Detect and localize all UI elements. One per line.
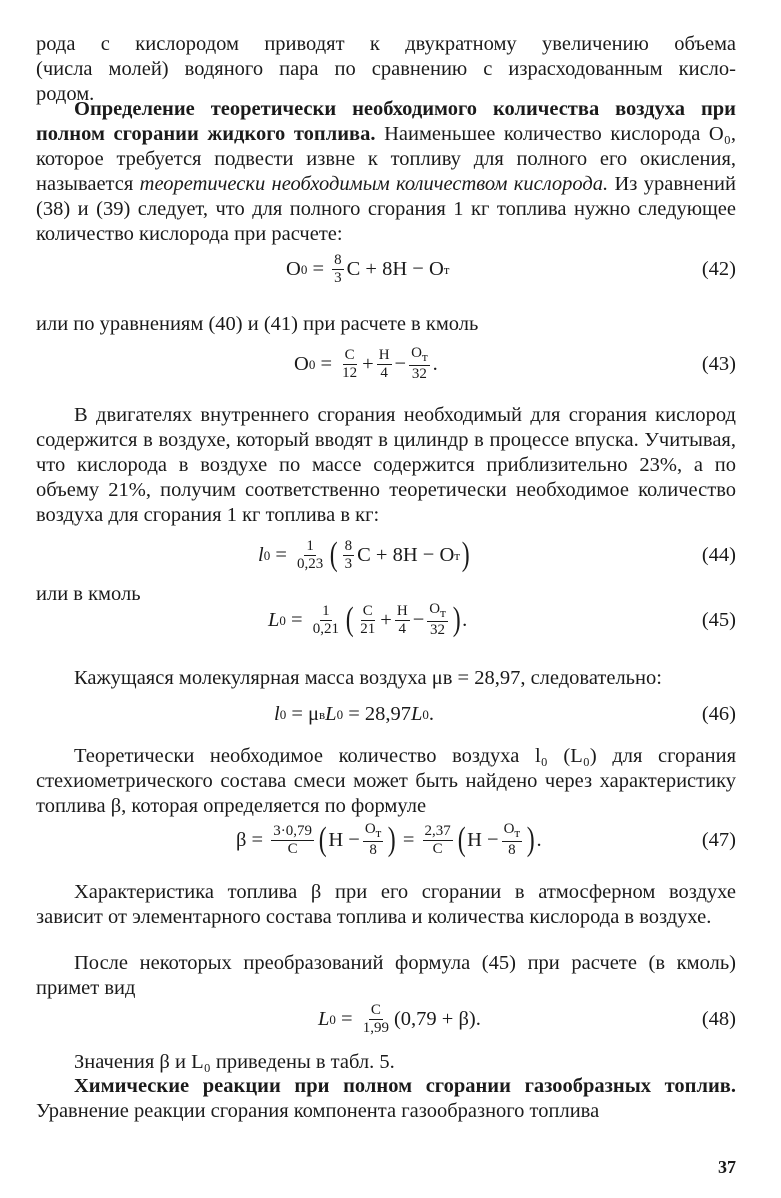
- paragraph-7: Теоретически необходимое количество воздуха l₀ (L₀) для сгорания стехиометрического состава смеси может быть найдено через характеристику топлива β, которая определяется по формуле: [36, 745, 736, 817]
- paragraph-2: Определение теоретически необходимого количества воздуха при полном сгорании жидкого топлива. Наименьшее количество кислорода O₀, которое требуется подвести извне к топливу для полного его окисления, называется теоретически необходимым количеством кислорода. Из уравнений (38) и (39) следует, что для полного сгорания 1 кг топлива нужно следующее количество кислорода при расчете:: [36, 98, 737, 245]
- line-3: родом.: [36, 83, 95, 105]
- section-heading: Химические реакции при полном сгорании газообразных топлив.: [74, 1075, 736, 1097]
- equation-47: β = $\frac{3\cdot 0,79}{C}$ ( H − $\frac{O_т}{8}$ ) = $\frac{2,37}{C}$ ( H − $\frac{O_т}{8}$ ) . (47): [236, 821, 736, 858]
- paragraph-8: Характеристика топлива β при его сгорании в атмосферном воздухе зависит от элементарного состава топлива и количества кислорода в воздухе.: [36, 881, 736, 928]
- equation-number: (42): [701, 257, 736, 280]
- equation-48: L 0 = $\frac{C}{1,99}$ (0,79 + β). (48): [318, 1001, 736, 1036]
- equation-number: (45): [701, 608, 736, 631]
- section-heading: Определение теоретически необходимого количества воздуха при полном сгорании жидкого топлива.: [36, 98, 736, 145]
- paragraph-6: Кажущаяся молекулярная масса воздуха μв = 28,97, следовательно:: [74, 667, 662, 689]
- equation-number: (48): [701, 1007, 736, 1030]
- equation-number: (46): [701, 702, 736, 725]
- paragraph-1: [36, 32, 736, 107]
- equation-number: (47): [701, 828, 736, 851]
- equation-42: O 0 = $\frac{8}{3}$ C + 8H − O т (42): [286, 251, 736, 286]
- paragraph-11: Химические реакции при полном сгорании газообразных топлив. Уравнение реакции сгорания компонента газообразного топлива: [36, 1075, 736, 1122]
- equation-number: (43): [701, 352, 736, 375]
- page-number: 37: [718, 1157, 736, 1177]
- equation-46: l 0 = μ в L 0 = 28,97 L 0 . (46): [274, 702, 736, 725]
- paragraph-10: Значения β и L₀ приведены в табл. 5.: [74, 1051, 395, 1073]
- line-2: (числа молей) водяного пара по сравнению с израсходованным кисло-: [36, 58, 736, 80]
- paragraph-9: После некоторых преобразований формула (45) при расчете (в кмоль) примет вид: [36, 952, 736, 999]
- term-italic: теоретически необходимым количеством кислорода.: [139, 173, 609, 195]
- equation-43: O 0 = $\frac{C}{12}$ + $\frac{H}{4}$ − $\frac{O_т}{32}$ . (43): [294, 345, 736, 382]
- equation-45: L 0 = $\frac{1}{0,21}$ ( $\frac{C}{21}$ + $\frac{H}{4}$ − $\frac{O_т}{32}$ ) . (45): [268, 601, 736, 638]
- paragraph-4: В двигателях внутреннего сгорания необходимый для сгорания кислород содержится в воздухе, который вводят в цилиндр в процессе впуска. Учитывая, что кислорода в воздухе по массе содержится приблизительно 23%, а по объему 21%, получим соответственно теоретически необходимое количество воздуха для сгорания 1 кг топлива в кг:: [36, 404, 736, 526]
- equation-number: (44): [701, 543, 736, 566]
- paragraph-3: или по уравнениям (40) и (41) при расчете в кмоль: [36, 313, 479, 335]
- line-1: рода с кислородом приводят к двукратному увеличению объема: [36, 33, 736, 55]
- equation-44: l 0 = $\frac{1}{0,23}$ ( $\frac{8}{3}$ C + 8H − O т ) (44): [258, 536, 736, 573]
- paragraph-5: или в кмоль: [36, 583, 141, 605]
